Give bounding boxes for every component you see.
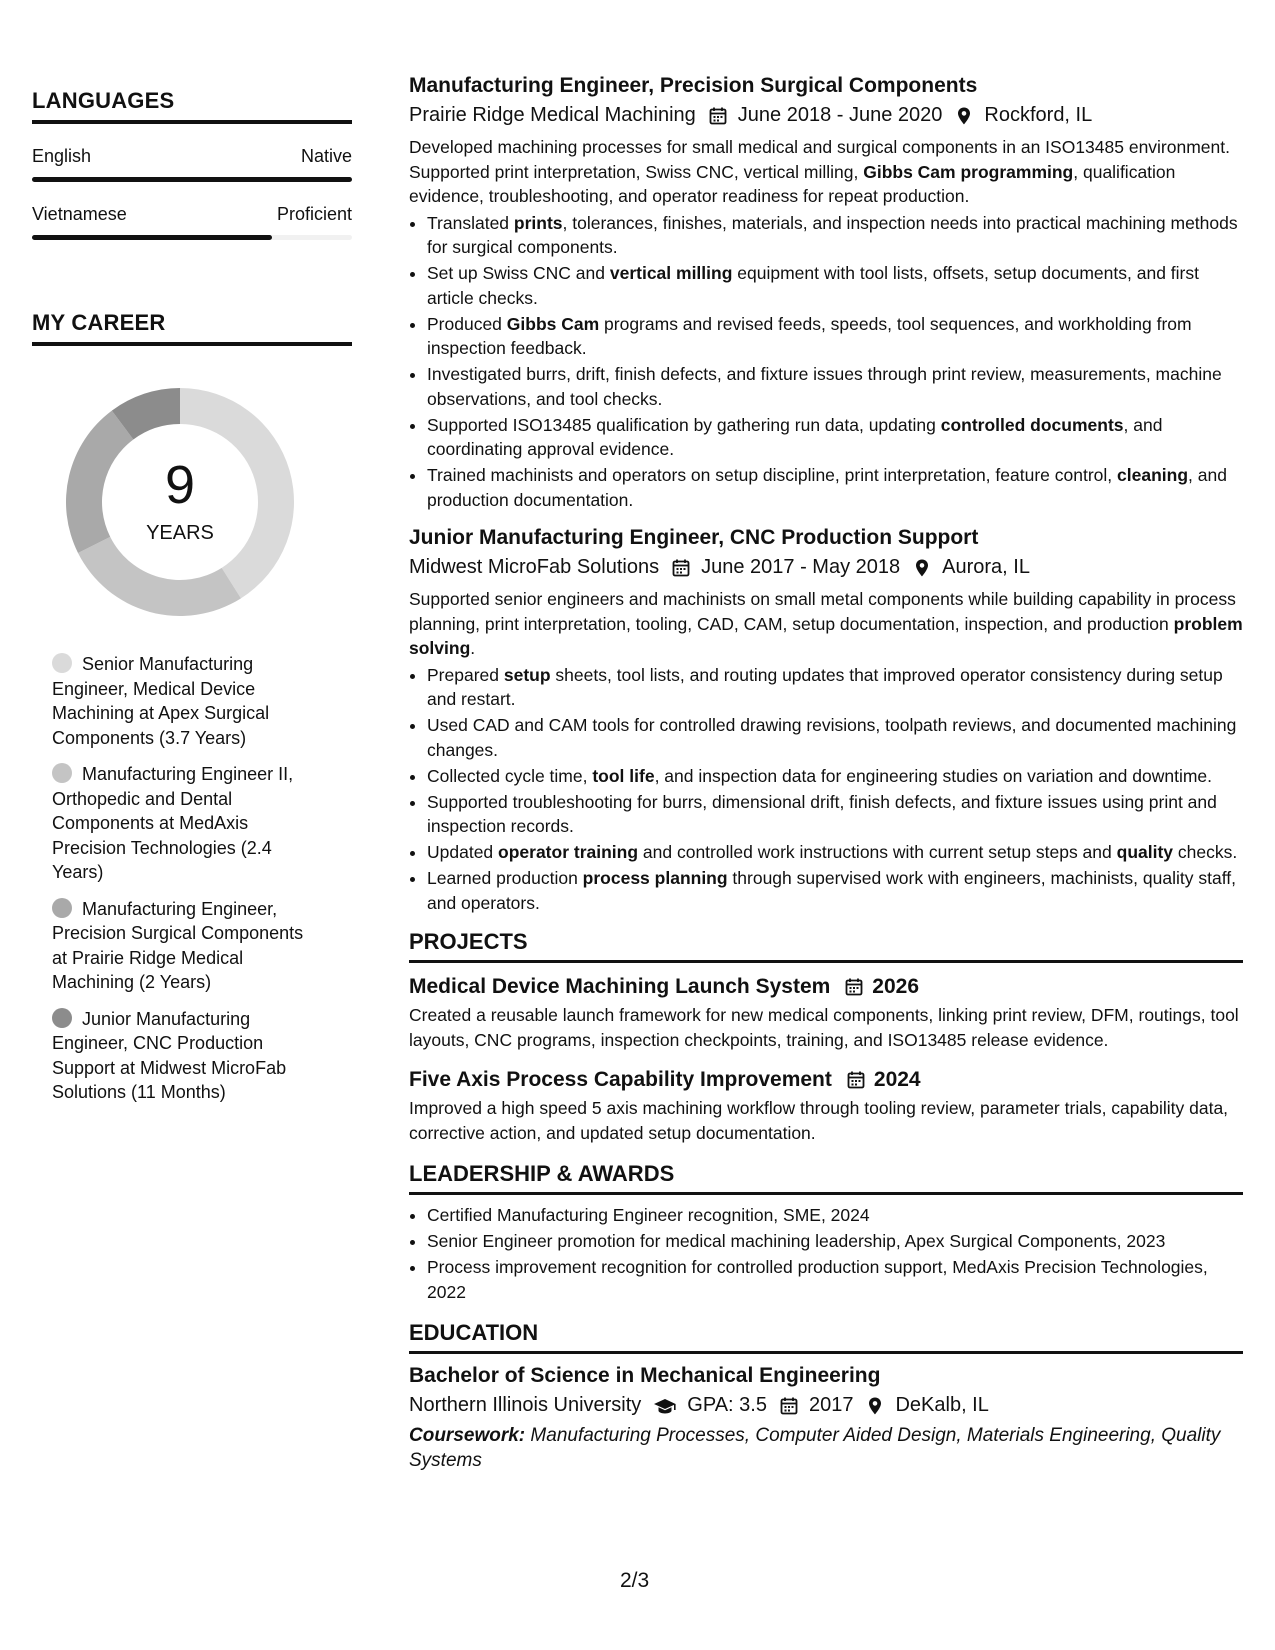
career-donut-chart xyxy=(66,388,294,616)
education-heading: EDUCATION xyxy=(409,1320,1243,1354)
language-level-fill xyxy=(32,235,272,240)
project-description: Improved a high speed 5 axis machining workflow through tooling review, parameter trials, capability data, corrective action, and updated setup documentation. xyxy=(409,1098,1229,1143)
language-level-bar xyxy=(32,235,352,240)
job-bullet: • Updated operator training and controlled work instructions with current setup steps and quality checks. xyxy=(427,840,1243,865)
job-bullet: • Supported ISO13485 qualification by gathering run data, updating controlled documents, and coordinating approval evidence. xyxy=(427,413,1243,462)
job-description: Supported senior engineers and machinists on small metal components while building capability in process planning, print interpretation, tooling, CAD, CAM, setup documentation, inspection, and production problem solving. xyxy=(409,589,1243,658)
job-bullet: • Set up Swiss CNC and vertical milling equipment with tool lists, offsets, setup documents, and first article checks. xyxy=(427,261,1243,310)
calendar-icon xyxy=(846,1070,866,1090)
calendar-icon xyxy=(708,106,728,126)
language-item xyxy=(32,146,352,182)
calendar-icon xyxy=(844,977,864,997)
language-name: Vietnamese xyxy=(32,204,127,224)
job-entry xyxy=(409,526,1243,915)
job-location: Aurora, IL xyxy=(942,556,1030,578)
career-legend xyxy=(52,652,322,1105)
job-bullet: • Learned production process planning through supervised work with engineers, machinists, quality staff, and operators. xyxy=(427,866,1243,915)
education-gpa: GPA: 3.5 xyxy=(687,1394,767,1416)
career-total-unit: YEARS xyxy=(146,522,214,544)
job-company: Prairie Ridge Medical Machining xyxy=(409,104,696,126)
job-location: Rockford, IL xyxy=(984,104,1093,126)
job-bullet: • Trained machinists and operators on setup discipline, print interpretation, feature control, cleaning, and production documentation. xyxy=(427,463,1243,512)
project-year: 2026 xyxy=(872,975,920,998)
calendar-icon xyxy=(779,1396,799,1416)
language-name: English xyxy=(32,146,92,166)
job-company: Midwest MicroFab Solutions xyxy=(409,556,660,578)
job-bullet: • Collected cycle time, tool life, and inspection data for engineering studies on variation and downtime. xyxy=(427,764,1243,789)
career-legend-label: Senior Manufacturing Engineer, Medical Device Machining at Apex Surgical Components (3.7 Years) xyxy=(52,654,270,748)
project-title: Medical Device Machining Launch System xyxy=(409,975,831,998)
job-bullet: • Investigated burrs, drift, finish defects, and fixture issues through print review, measurements, machine observations, and tool checks. xyxy=(427,362,1243,411)
legend-dot-icon xyxy=(52,1008,72,1028)
languages-heading: LANGUAGES xyxy=(32,88,352,124)
career-total-years: 9 xyxy=(164,455,196,515)
education-school: Northern Illinois University xyxy=(409,1394,642,1416)
projects-heading: PROJECTS xyxy=(409,929,1243,963)
job-meta xyxy=(409,556,1243,579)
job-bullet: • Translated prints, tolerances, finishes, materials, and inspection needs into practical machining methods for surgical components. xyxy=(427,211,1243,260)
education-location: DeKalb, IL xyxy=(895,1394,989,1416)
job-bullet: • Produced Gibbs Cam programs and revised feeds, speeds, tool sequences, and workholding from inspection feedback. xyxy=(427,312,1243,361)
award-item: • Process improvement recognition for controlled production support, MedAxis Precision Technologies, 2022 xyxy=(427,1255,1243,1304)
project-entry xyxy=(409,975,1243,1052)
job-entry xyxy=(409,74,1243,512)
coursework-label: Coursework: xyxy=(409,1425,526,1446)
location-pin-icon xyxy=(865,1396,885,1416)
career-legend-item xyxy=(52,897,322,995)
project-year: 2024 xyxy=(873,1068,921,1091)
main-content xyxy=(409,74,1243,1473)
graduation-cap-icon xyxy=(653,1396,677,1416)
job-bullet: • Supported troubleshooting for burrs, dimensional drift, finish defects, and fixture issues using print and inspection records. xyxy=(427,790,1243,839)
page-number: 2/3 xyxy=(620,1569,650,1592)
language-level: Proficient xyxy=(276,204,352,224)
education-coursework xyxy=(409,1423,1243,1473)
education-year: 2017 xyxy=(808,1394,854,1416)
language-level: Native xyxy=(300,146,352,166)
coursework-list: Manufacturing Processes, Computer Aided Design, Materials Engineering, Quality Systems xyxy=(409,1425,1221,1471)
location-pin-icon xyxy=(912,558,932,578)
career-legend-item xyxy=(52,1007,322,1105)
project-title: Five Axis Process Capability Improvement xyxy=(409,1068,832,1091)
education-meta xyxy=(409,1394,1243,1417)
project-description: Created a reusable launch framework for new medical components, linking print review, DFM, routings, tool layouts, CNC programs, inspection checkpoints, training, and ISO13485 release evidence. xyxy=(409,1005,1239,1050)
education-section xyxy=(409,1320,1243,1473)
job-title: Manufacturing Engineer, Precision Surgical Components xyxy=(409,74,978,97)
career-legend-item xyxy=(52,652,322,750)
job-dates: June 2018 - June 2020 xyxy=(737,104,943,126)
career-legend-label: Junior Manufacturing Engineer, CNC Production Support at Midwest MicroFab Solutions (11 Months) xyxy=(52,1008,287,1102)
awards-section xyxy=(409,1161,1243,1304)
sidebar xyxy=(32,88,352,1117)
calendar-icon xyxy=(671,558,691,578)
education-degree: Bachelor of Science in Mechanical Engineering xyxy=(409,1364,881,1387)
job-bullets xyxy=(409,211,1243,513)
job-bullets xyxy=(409,663,1243,916)
career-legend-item xyxy=(52,762,322,885)
location-pin-icon xyxy=(954,106,974,126)
career-legend-label: Manufacturing Engineer II, Orthopedic and Dental Components at MedAxis Precision Technologies (2.4 Years) xyxy=(52,764,294,882)
legend-dot-icon xyxy=(52,898,72,918)
career-heading: MY CAREER xyxy=(32,310,352,346)
job-bullet: • Used CAD and CAM tools for controlled drawing revisions, toolpath reviews, and documented machining changes. xyxy=(427,713,1243,762)
job-dates: June 2017 - May 2018 xyxy=(701,556,901,578)
language-level-bar xyxy=(32,177,352,182)
legend-dot-icon xyxy=(52,653,72,673)
awards-list xyxy=(409,1203,1243,1304)
career-legend-label: Manufacturing Engineer, Precision Surgical Components at Prairie Ridge Medical Machining (2 Years) xyxy=(52,898,304,992)
language-level-fill xyxy=(32,177,352,182)
award-item: • Certified Manufacturing Engineer recognition, SME, 2024 xyxy=(427,1203,1243,1228)
projects-section xyxy=(409,929,1243,1145)
awards-heading: LEADERSHIP & AWARDS xyxy=(409,1161,1243,1195)
job-bullet: • Prepared setup sheets, tool lists, and routing updates that improved operator consistency during setup and restart. xyxy=(427,663,1243,712)
project-entry xyxy=(409,1068,1243,1145)
language-item xyxy=(32,204,352,240)
job-description: Developed machining processes for small medical and surgical components in an ISO13485 environment. Supported print interpretation, Swiss CNC, vertical milling, Gibbs Cam programming, qualification evidence, troubleshooting, and operator readiness for repeat production. xyxy=(409,137,1230,206)
job-title: Junior Manufacturing Engineer, CNC Production Support xyxy=(409,526,979,549)
job-meta xyxy=(409,104,1243,127)
award-item: • Senior Engineer promotion for medical machining leadership, Apex Surgical Components, 2023 xyxy=(427,1229,1243,1254)
legend-dot-icon xyxy=(52,763,72,783)
